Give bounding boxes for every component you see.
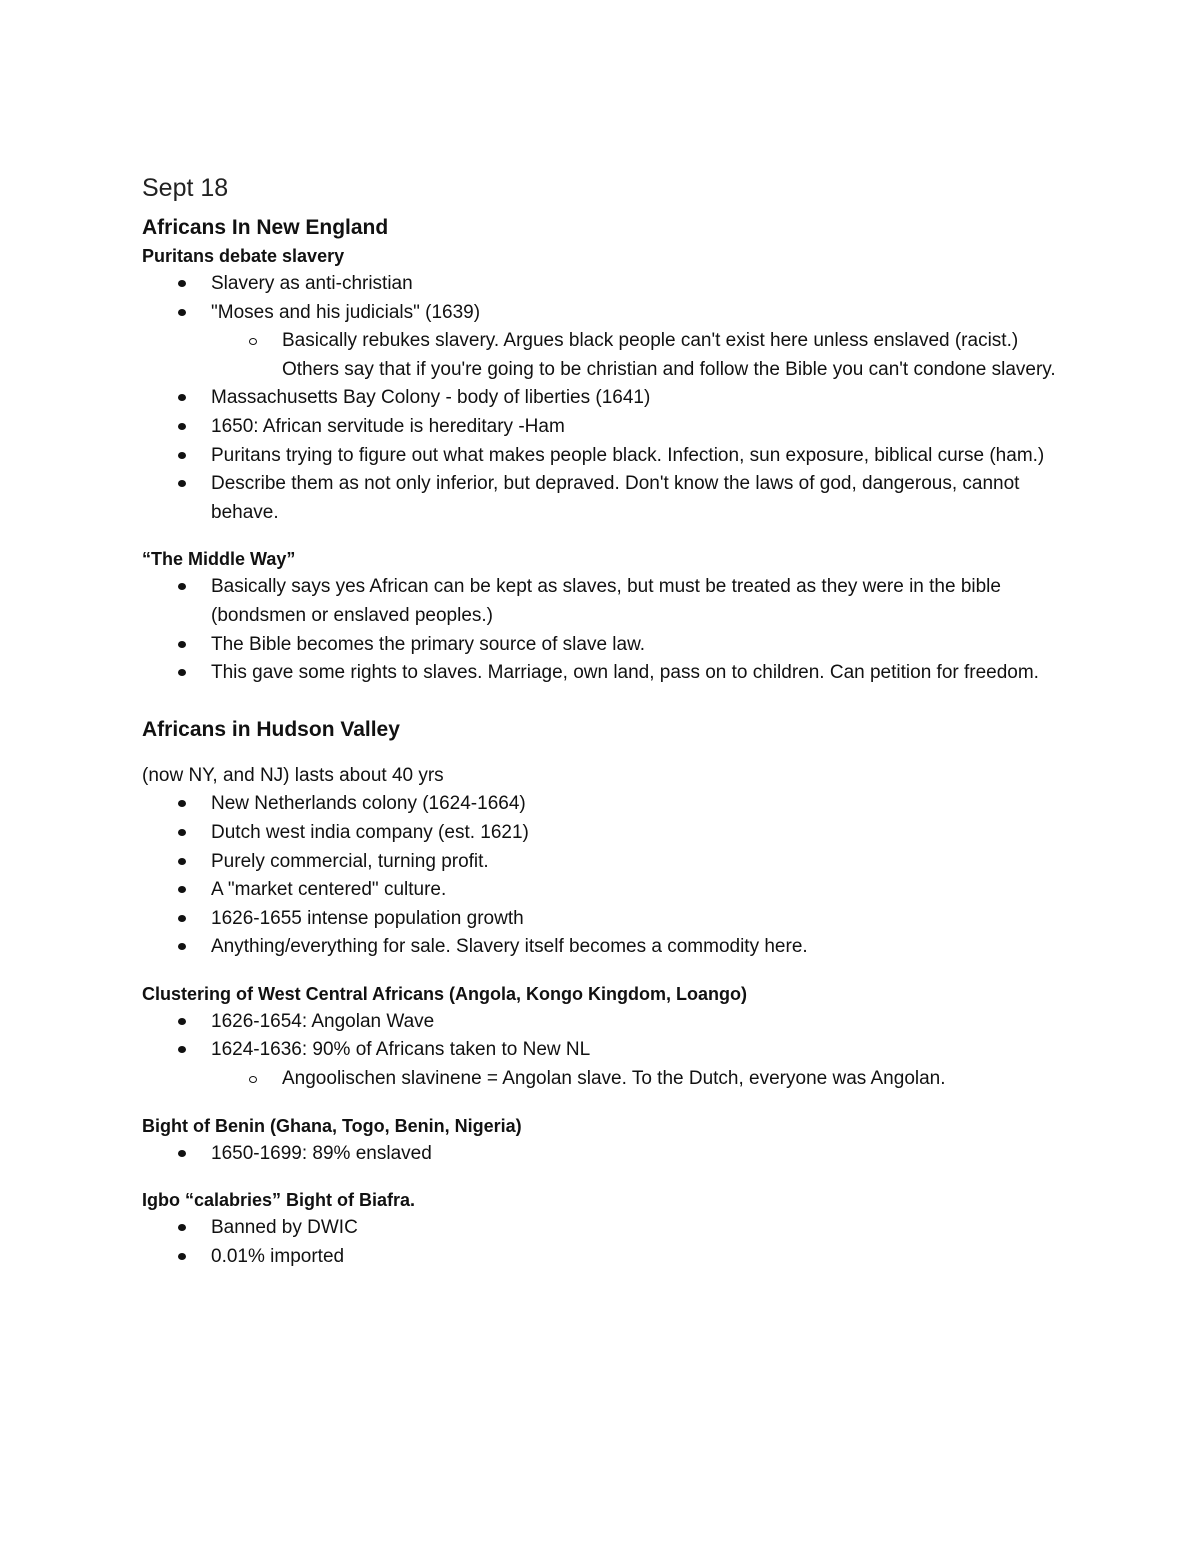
bullet-icon [178,800,186,807]
list-item: 1626-1655 intense population growth [142,905,1072,934]
bullet-list-clustering [142,1008,1072,1094]
list-item: Describe them as not only inferior, but depraved. Don't know the laws of god, dangerous, cannot behave. [142,470,1072,527]
bullet-icon [178,583,186,590]
bullet-icon [178,452,186,459]
bullet-icon [178,1150,186,1157]
list-item: Massachusetts Bay Colony - body of liberties (1641) [142,384,1072,413]
list-item: This gave some rights to slaves. Marriage, own land, pass on to children. Can petition for freedom. [142,659,1072,688]
bullet-icon [178,1224,186,1231]
bullet-icon [178,394,186,401]
subheading-clustering: Clustering of West Central Africans (Angola, Kongo Kingdom, Loango) [142,983,747,1004]
list-item: Purely commercial, turning profit. [142,848,1072,877]
bullet-icon [178,915,186,922]
bullet-icon [178,858,186,865]
date-heading: Sept 18 [142,174,229,202]
hollow-bullet-icon [249,338,257,345]
list-item: Slavery as anti-christian [142,270,1072,299]
sub-list-item: Basically rebukes slavery. Argues black people can't exist here unless enslaved (racist.) Others say that if you're going to be christian and follow the Bible you can't condone slavery. [211,327,1072,384]
list-item: New Netherlands colony (1624-1664) [142,790,1072,819]
list-item: 1626-1654: Angolan Wave [142,1008,1072,1037]
list-item: 1650-1699: 89% enslaved [142,1140,1072,1169]
bullet-list-hudson [142,790,1072,962]
bullet-icon [178,1046,186,1053]
subheading-igbo: Igbo “calabries” Bight of Biafra. [142,1190,416,1211]
hudson-intro: (now NY, and NJ) lasts about 40 yrs [142,764,444,786]
subheading-benin: Bight of Benin (Ghana, Togo, Benin, Nigeria) [142,1115,522,1136]
bullet-icon [178,641,186,648]
hollow-bullet-icon [249,1076,257,1083]
subheading-puritans: Puritans debate slavery [142,246,345,266]
bullet-list-middle-way [142,573,1072,687]
bullet-icon [178,423,186,430]
list-item: 1624-1636: 90% of Africans taken to New NL Angoolischen slavinene = Angolan slave. To the Dutch, everyone was Angolan. [142,1036,1072,1093]
bullet-list-puritans [142,270,1072,527]
list-item: "Moses and his judicials" (1639) Basically rebukes slavery. Argues black people can't exist here unless enslaved (racist.) Others say that if you're going to be christian and follow the Bible you can't condone slavery. [142,299,1072,385]
list-item: 0.01% imported [142,1243,1072,1272]
list-item: Basically says yes African can be kept as slaves, but must be treated as they were in the bible (bondsmen or enslaved peoples.) [142,573,1072,630]
list-item: A "market centered" culture. [142,876,1072,905]
document-page [142,172,1072,1271]
sub-bullet-list [142,327,1072,384]
sub-list-item: Angoolischen slavinene = Angolan slave. To the Dutch, everyone was Angolan. [211,1065,1072,1094]
bullet-icon [178,1018,186,1025]
bullet-list-igbo [142,1214,1072,1271]
bullet-icon [178,1253,186,1260]
list-item: The Bible becomes the primary source of slave law. [142,631,1072,660]
bullet-icon [178,669,186,676]
bullet-icon [178,309,186,316]
sub-bullet-list [142,1065,1072,1094]
bullet-icon [178,943,186,950]
list-item: 1650: African servitude is hereditary -Ham [142,413,1072,442]
list-item: Anything/everything for sale. Slavery itself becomes a commodity here. [142,933,1072,962]
list-item: Dutch west india company (est. 1621) [142,819,1072,848]
section-title-hudson: Africans in Hudson Valley [142,717,400,741]
section-title-new-england: Africans In New England [142,216,389,239]
list-item: Puritans trying to figure out what makes people black. Infection, sun exposure, biblical curse (ham.) [142,442,1072,471]
list-item: Banned by DWIC [142,1214,1072,1243]
bullet-list-benin [142,1140,1072,1169]
subheading-middle-way: “The Middle Way” [142,549,296,570]
bullet-icon [178,480,186,487]
bullet-icon [178,280,186,287]
bullet-icon [178,829,186,836]
bullet-icon [178,886,186,893]
